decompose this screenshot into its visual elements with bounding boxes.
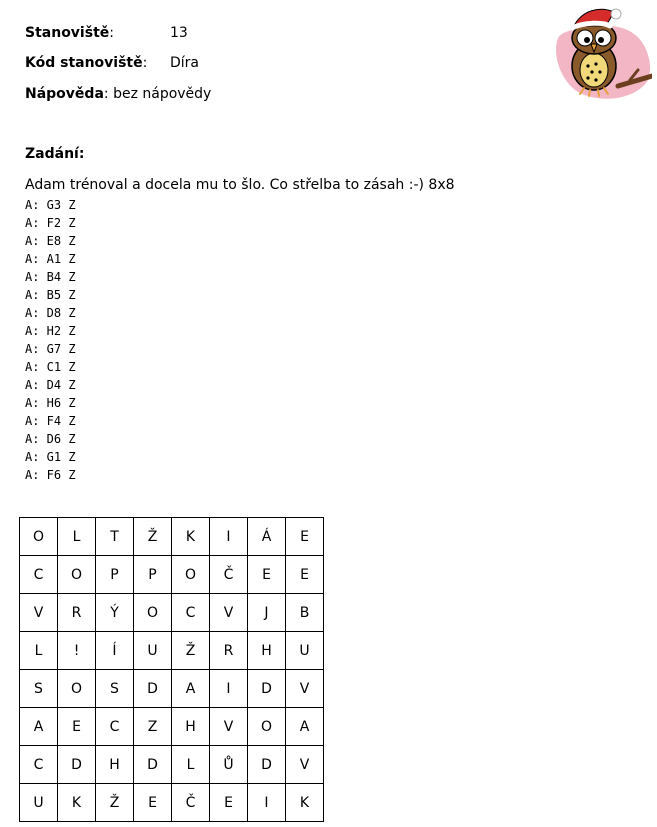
grid-cell: S (96, 670, 134, 708)
code-label: Kód stanoviště (25, 55, 143, 71)
code-row (25, 54, 200, 72)
shot-line: A: G7 Z (25, 342, 76, 356)
grid-cell: C (96, 708, 134, 746)
grid-cell: I (210, 670, 248, 708)
shot-line: A: C1 Z (25, 360, 76, 374)
grid-cell: Č (210, 556, 248, 594)
grid-cell: U (134, 632, 172, 670)
hint-label: Nápověda (25, 86, 104, 102)
grid-row (20, 670, 324, 708)
grid-cell: O (58, 556, 96, 594)
grid-cell: V (286, 746, 324, 784)
grid-cell: O (20, 518, 58, 556)
grid-cell: Ž (96, 784, 134, 822)
shot-line: A: D6 Z (25, 432, 76, 446)
grid-cell: E (58, 708, 96, 746)
grid-row (20, 518, 324, 556)
shot-line: A: G1 Z (25, 450, 76, 464)
grid-cell: Ž (172, 632, 210, 670)
code-separator: : (142, 55, 148, 71)
grid-cell: Č (172, 784, 210, 822)
grid-cell: E (210, 784, 248, 822)
shot-line: A: H2 Z (25, 324, 76, 338)
shot-line: A: B4 Z (25, 270, 76, 284)
grid-cell: O (58, 670, 96, 708)
grid-row (20, 746, 324, 784)
grid-cell: I (248, 784, 286, 822)
hint-row (25, 85, 211, 103)
grid-cell: U (20, 784, 58, 822)
hint-value: : bez nápovědy (103, 86, 212, 102)
grid-cell: L (172, 746, 210, 784)
grid-cell: Á (248, 518, 286, 556)
shot-line: A: F6 Z (25, 468, 76, 482)
grid-cell: B (286, 594, 324, 632)
owl-santa-hat-icon (548, 6, 652, 104)
grid-cell: H (248, 632, 286, 670)
grid-cell: ! (58, 632, 96, 670)
grid-row (20, 556, 324, 594)
grid-cell: H (96, 746, 134, 784)
grid-row (20, 708, 324, 746)
grid-cell: A (172, 670, 210, 708)
grid-cell: P (134, 556, 172, 594)
grid-row (20, 594, 324, 632)
station-label: Stanoviště (25, 25, 110, 41)
grid-cell: K (58, 784, 96, 822)
shot-line: A: D8 Z (25, 306, 76, 320)
grid-cell: D (134, 746, 172, 784)
grid-cell: E (134, 784, 172, 822)
grid-cell: P (96, 556, 134, 594)
task-text: Adam trénoval a docela mu to šlo. Co střelba to zásah :-) 8x8 (25, 177, 455, 193)
grid-cell: D (58, 746, 96, 784)
grid-cell: E (286, 518, 324, 556)
shot-line: A: D4 Z (25, 378, 76, 392)
grid-cell: O (172, 556, 210, 594)
grid-cell: Ý (96, 594, 134, 632)
station-value: 13 (170, 25, 188, 41)
grid-cell: D (134, 670, 172, 708)
grid-cell: C (172, 594, 210, 632)
grid-cell: S (20, 670, 58, 708)
grid-cell: Ž (134, 518, 172, 556)
station-separator: : (109, 25, 114, 41)
code-value: Díra (170, 55, 200, 71)
grid-cell: Í (96, 632, 134, 670)
grid-cell: A (20, 708, 58, 746)
grid-cell: L (58, 518, 96, 556)
grid-cell: E (286, 556, 324, 594)
grid-row (20, 632, 324, 670)
shot-line: A: F4 Z (25, 414, 76, 428)
grid-cell: E (248, 556, 286, 594)
grid-cell: Z (134, 708, 172, 746)
shot-line: A: B5 Z (25, 288, 76, 302)
task-heading: Zadání: (25, 146, 85, 162)
shot-line: A: A1 Z (25, 252, 76, 266)
shot-line: A: H6 Z (25, 396, 76, 410)
grid-cell: C (20, 556, 58, 594)
grid-cell: U (286, 632, 324, 670)
shot-list (25, 196, 76, 484)
grid-cell: D (248, 670, 286, 708)
grid-cell: V (20, 594, 58, 632)
grid-cell: V (210, 708, 248, 746)
grid-cell: H (172, 708, 210, 746)
grid-cell: R (58, 594, 96, 632)
grid-cell: Ů (210, 746, 248, 784)
grid-cell: D (248, 746, 286, 784)
grid-cell: J (248, 594, 286, 632)
grid-cell: A (286, 708, 324, 746)
grid-cell: K (286, 784, 324, 822)
grid-cell: O (134, 594, 172, 632)
letter-grid (19, 517, 324, 822)
grid-cell: C (20, 746, 58, 784)
station-row (25, 24, 188, 42)
shot-line: A: E8 Z (25, 234, 76, 248)
grid-cell: R (210, 632, 248, 670)
grid-cell: K (172, 518, 210, 556)
shot-line: A: F2 Z (25, 216, 76, 230)
grid-cell: V (286, 670, 324, 708)
shot-line: A: G3 Z (25, 198, 76, 212)
grid-cell: O (248, 708, 286, 746)
grid-row (20, 784, 324, 822)
grid-cell: V (210, 594, 248, 632)
grid-cell: I (210, 518, 248, 556)
grid-cell: T (96, 518, 134, 556)
grid-cell: L (20, 632, 58, 670)
